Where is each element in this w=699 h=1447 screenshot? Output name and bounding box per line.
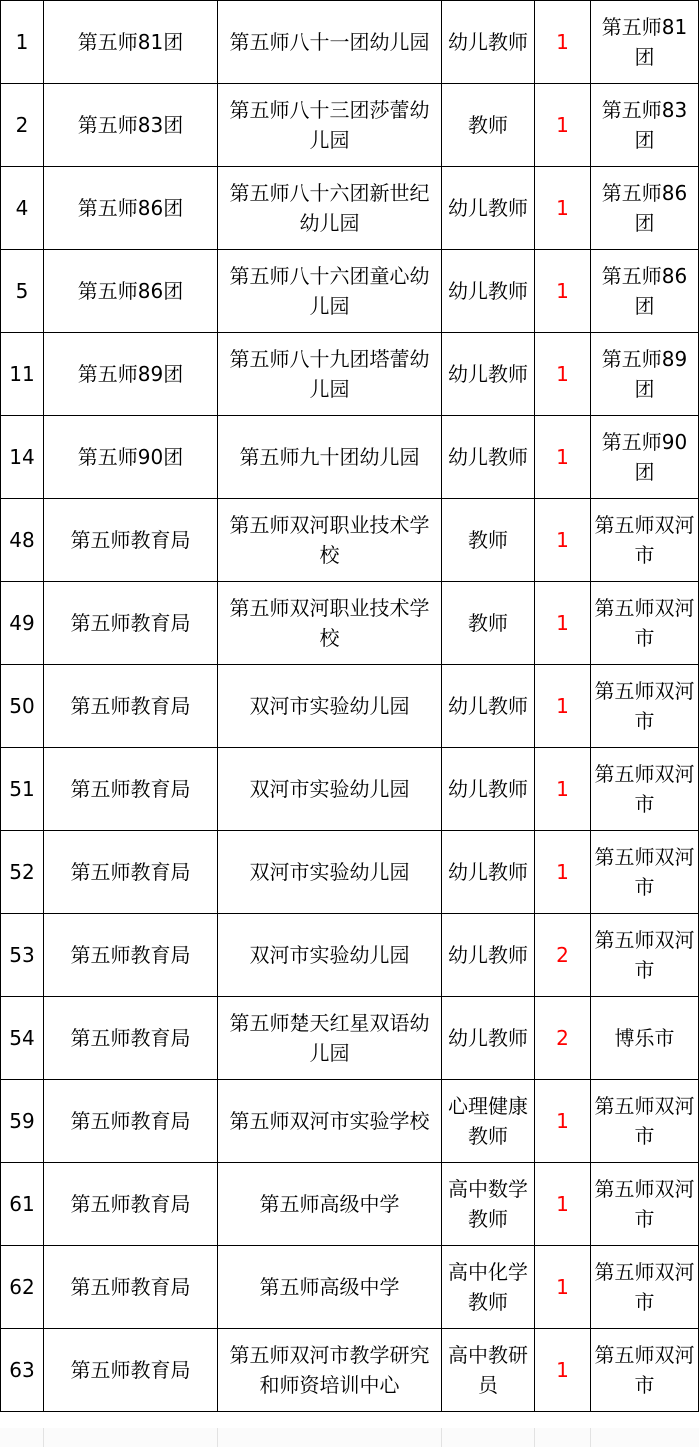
school-cell: 第五师高级中学: [218, 1246, 442, 1329]
headcount-cell: 1: [535, 831, 591, 914]
school-cell: 第五师八十三团莎蕾幼儿园: [218, 84, 442, 167]
position-cell: 高中化学教师: [442, 1246, 535, 1329]
location-cell: 第五师双河市: [591, 582, 699, 665]
headcount-cell: 1: [535, 333, 591, 416]
headcount-cell: 1: [535, 1329, 591, 1412]
school-cell: 第五师八十一团幼儿园: [218, 1, 442, 84]
next-row-partial: [0, 1428, 699, 1447]
row-number-cell: 2: [1, 84, 44, 167]
table-row: [1, 997, 699, 1080]
position-cell: 心理健康教师: [442, 1080, 535, 1163]
unit-cell: 第五师89团: [44, 333, 218, 416]
school-cell: 第五师双河职业技术学校: [218, 582, 442, 665]
headcount-cell: 1: [535, 84, 591, 167]
headcount-cell: 1: [535, 1163, 591, 1246]
school-cell: 双河市实验幼儿园: [218, 748, 442, 831]
position-cell: 幼儿教师: [442, 997, 535, 1080]
location-cell: 第五师86团: [591, 167, 699, 250]
table-row: [1, 1, 699, 84]
row-number-cell: 53: [1, 914, 44, 997]
location-cell: 第五师双河市: [591, 1246, 699, 1329]
table-row: [1, 831, 699, 914]
school-cell: 第五师高级中学: [218, 1163, 442, 1246]
position-cell: 幼儿教师: [442, 250, 535, 333]
row-number-cell: 54: [1, 997, 44, 1080]
column-divider: [43, 1428, 44, 1447]
unit-cell: 第五师教育局: [44, 997, 218, 1080]
unit-cell: 第五师教育局: [44, 831, 218, 914]
position-cell: 幼儿教师: [442, 167, 535, 250]
position-cell: 幼儿教师: [442, 831, 535, 914]
row-number-cell: 51: [1, 748, 44, 831]
table-row: [1, 582, 699, 665]
school-cell: 双河市实验幼儿园: [218, 914, 442, 997]
table-row: [1, 333, 699, 416]
unit-cell: 第五师教育局: [44, 665, 218, 748]
school-cell: 第五师双河职业技术学校: [218, 499, 442, 582]
location-cell: 第五师双河市: [591, 748, 699, 831]
location-cell: 第五师双河市: [591, 914, 699, 997]
position-cell: 教师: [442, 499, 535, 582]
unit-cell: 第五师教育局: [44, 748, 218, 831]
row-number-cell: 4: [1, 167, 44, 250]
row-number-cell: 5: [1, 250, 44, 333]
headcount-cell: 1: [535, 499, 591, 582]
headcount-cell: 1: [535, 665, 591, 748]
table-row: [1, 84, 699, 167]
unit-cell: 第五师83团: [44, 84, 218, 167]
unit-cell: 第五师教育局: [44, 582, 218, 665]
school-cell: 双河市实验幼儿园: [218, 831, 442, 914]
unit-cell: 第五师教育局: [44, 914, 218, 997]
position-cell: 幼儿教师: [442, 1, 535, 84]
row-number-cell: 14: [1, 416, 44, 499]
row-number-cell: 62: [1, 1246, 44, 1329]
row-number-cell: 63: [1, 1329, 44, 1412]
row-number-cell: 52: [1, 831, 44, 914]
unit-cell: 第五师教育局: [44, 1163, 218, 1246]
unit-cell: 第五师90团: [44, 416, 218, 499]
table-body: [1, 1, 699, 1412]
position-cell: 幼儿教师: [442, 748, 535, 831]
table-row: [1, 1080, 699, 1163]
location-cell: 第五师89团: [591, 333, 699, 416]
headcount-cell: 1: [535, 748, 591, 831]
table-row: [1, 416, 699, 499]
location-cell: 第五师90团: [591, 416, 699, 499]
headcount-cell: 1: [535, 1, 591, 84]
headcount-cell: 1: [535, 582, 591, 665]
table-row: [1, 1163, 699, 1246]
unit-cell: 第五师86团: [44, 250, 218, 333]
school-cell: 第五师双河市实验学校: [218, 1080, 442, 1163]
table-row: [1, 499, 699, 582]
location-cell: 博乐市: [591, 997, 699, 1080]
unit-cell: 第五师81团: [44, 1, 218, 84]
table-row: [1, 748, 699, 831]
position-cell: 幼儿教师: [442, 416, 535, 499]
location-cell: 第五师83团: [591, 84, 699, 167]
position-cell: 幼儿教师: [442, 333, 535, 416]
row-number-cell: 1: [1, 1, 44, 84]
unit-cell: 第五师教育局: [44, 1329, 218, 1412]
headcount-cell: 2: [535, 914, 591, 997]
position-cell: 幼儿教师: [442, 665, 535, 748]
row-number-cell: 50: [1, 665, 44, 748]
table-row: [1, 250, 699, 333]
location-cell: 第五师双河市: [591, 1163, 699, 1246]
school-cell: 第五师九十团幼儿园: [218, 416, 442, 499]
headcount-cell: 1: [535, 167, 591, 250]
school-cell: 第五师双河市教学研究和师资培训中心: [218, 1329, 442, 1412]
headcount-cell: 1: [535, 1080, 591, 1163]
location-cell: 第五师双河市: [591, 665, 699, 748]
table-row: [1, 914, 699, 997]
row-number-cell: 11: [1, 333, 44, 416]
school-cell: 第五师楚天红星双语幼儿园: [218, 997, 442, 1080]
row-number-cell: 48: [1, 499, 44, 582]
school-cell: 第五师八十六团童心幼儿园: [218, 250, 442, 333]
headcount-cell: 1: [535, 250, 591, 333]
location-cell: 第五师81团: [591, 1, 699, 84]
table-row: [1, 1246, 699, 1329]
school-cell: 双河市实验幼儿园: [218, 665, 442, 748]
position-cell: 高中数学教师: [442, 1163, 535, 1246]
location-cell: 第五师双河市: [591, 1080, 699, 1163]
column-divider: [590, 1428, 591, 1447]
column-divider: [534, 1428, 535, 1447]
location-cell: 第五师86团: [591, 250, 699, 333]
headcount-cell: 2: [535, 997, 591, 1080]
unit-cell: 第五师教育局: [44, 499, 218, 582]
table-row: [1, 167, 699, 250]
unit-cell: 第五师教育局: [44, 1080, 218, 1163]
headcount-cell: 1: [535, 1246, 591, 1329]
position-cell: 幼儿教师: [442, 914, 535, 997]
location-cell: 第五师双河市: [591, 831, 699, 914]
location-cell: 第五师双河市: [591, 499, 699, 582]
row-number-cell: 61: [1, 1163, 44, 1246]
position-cell: 教师: [442, 84, 535, 167]
row-number-cell: 49: [1, 582, 44, 665]
table-row: [1, 1329, 699, 1412]
location-cell: 第五师双河市: [591, 1329, 699, 1412]
school-cell: 第五师八十九团塔蕾幼儿园: [218, 333, 442, 416]
position-cell: 高中教研员: [442, 1329, 535, 1412]
unit-cell: 第五师86团: [44, 167, 218, 250]
column-divider: [441, 1428, 442, 1447]
row-number-cell: 59: [1, 1080, 44, 1163]
headcount-cell: 1: [535, 416, 591, 499]
school-cell: 第五师八十六团新世纪幼儿园: [218, 167, 442, 250]
unit-cell: 第五师教育局: [44, 1246, 218, 1329]
table-row: [1, 665, 699, 748]
column-divider: [217, 1428, 218, 1447]
position-cell: 教师: [442, 582, 535, 665]
